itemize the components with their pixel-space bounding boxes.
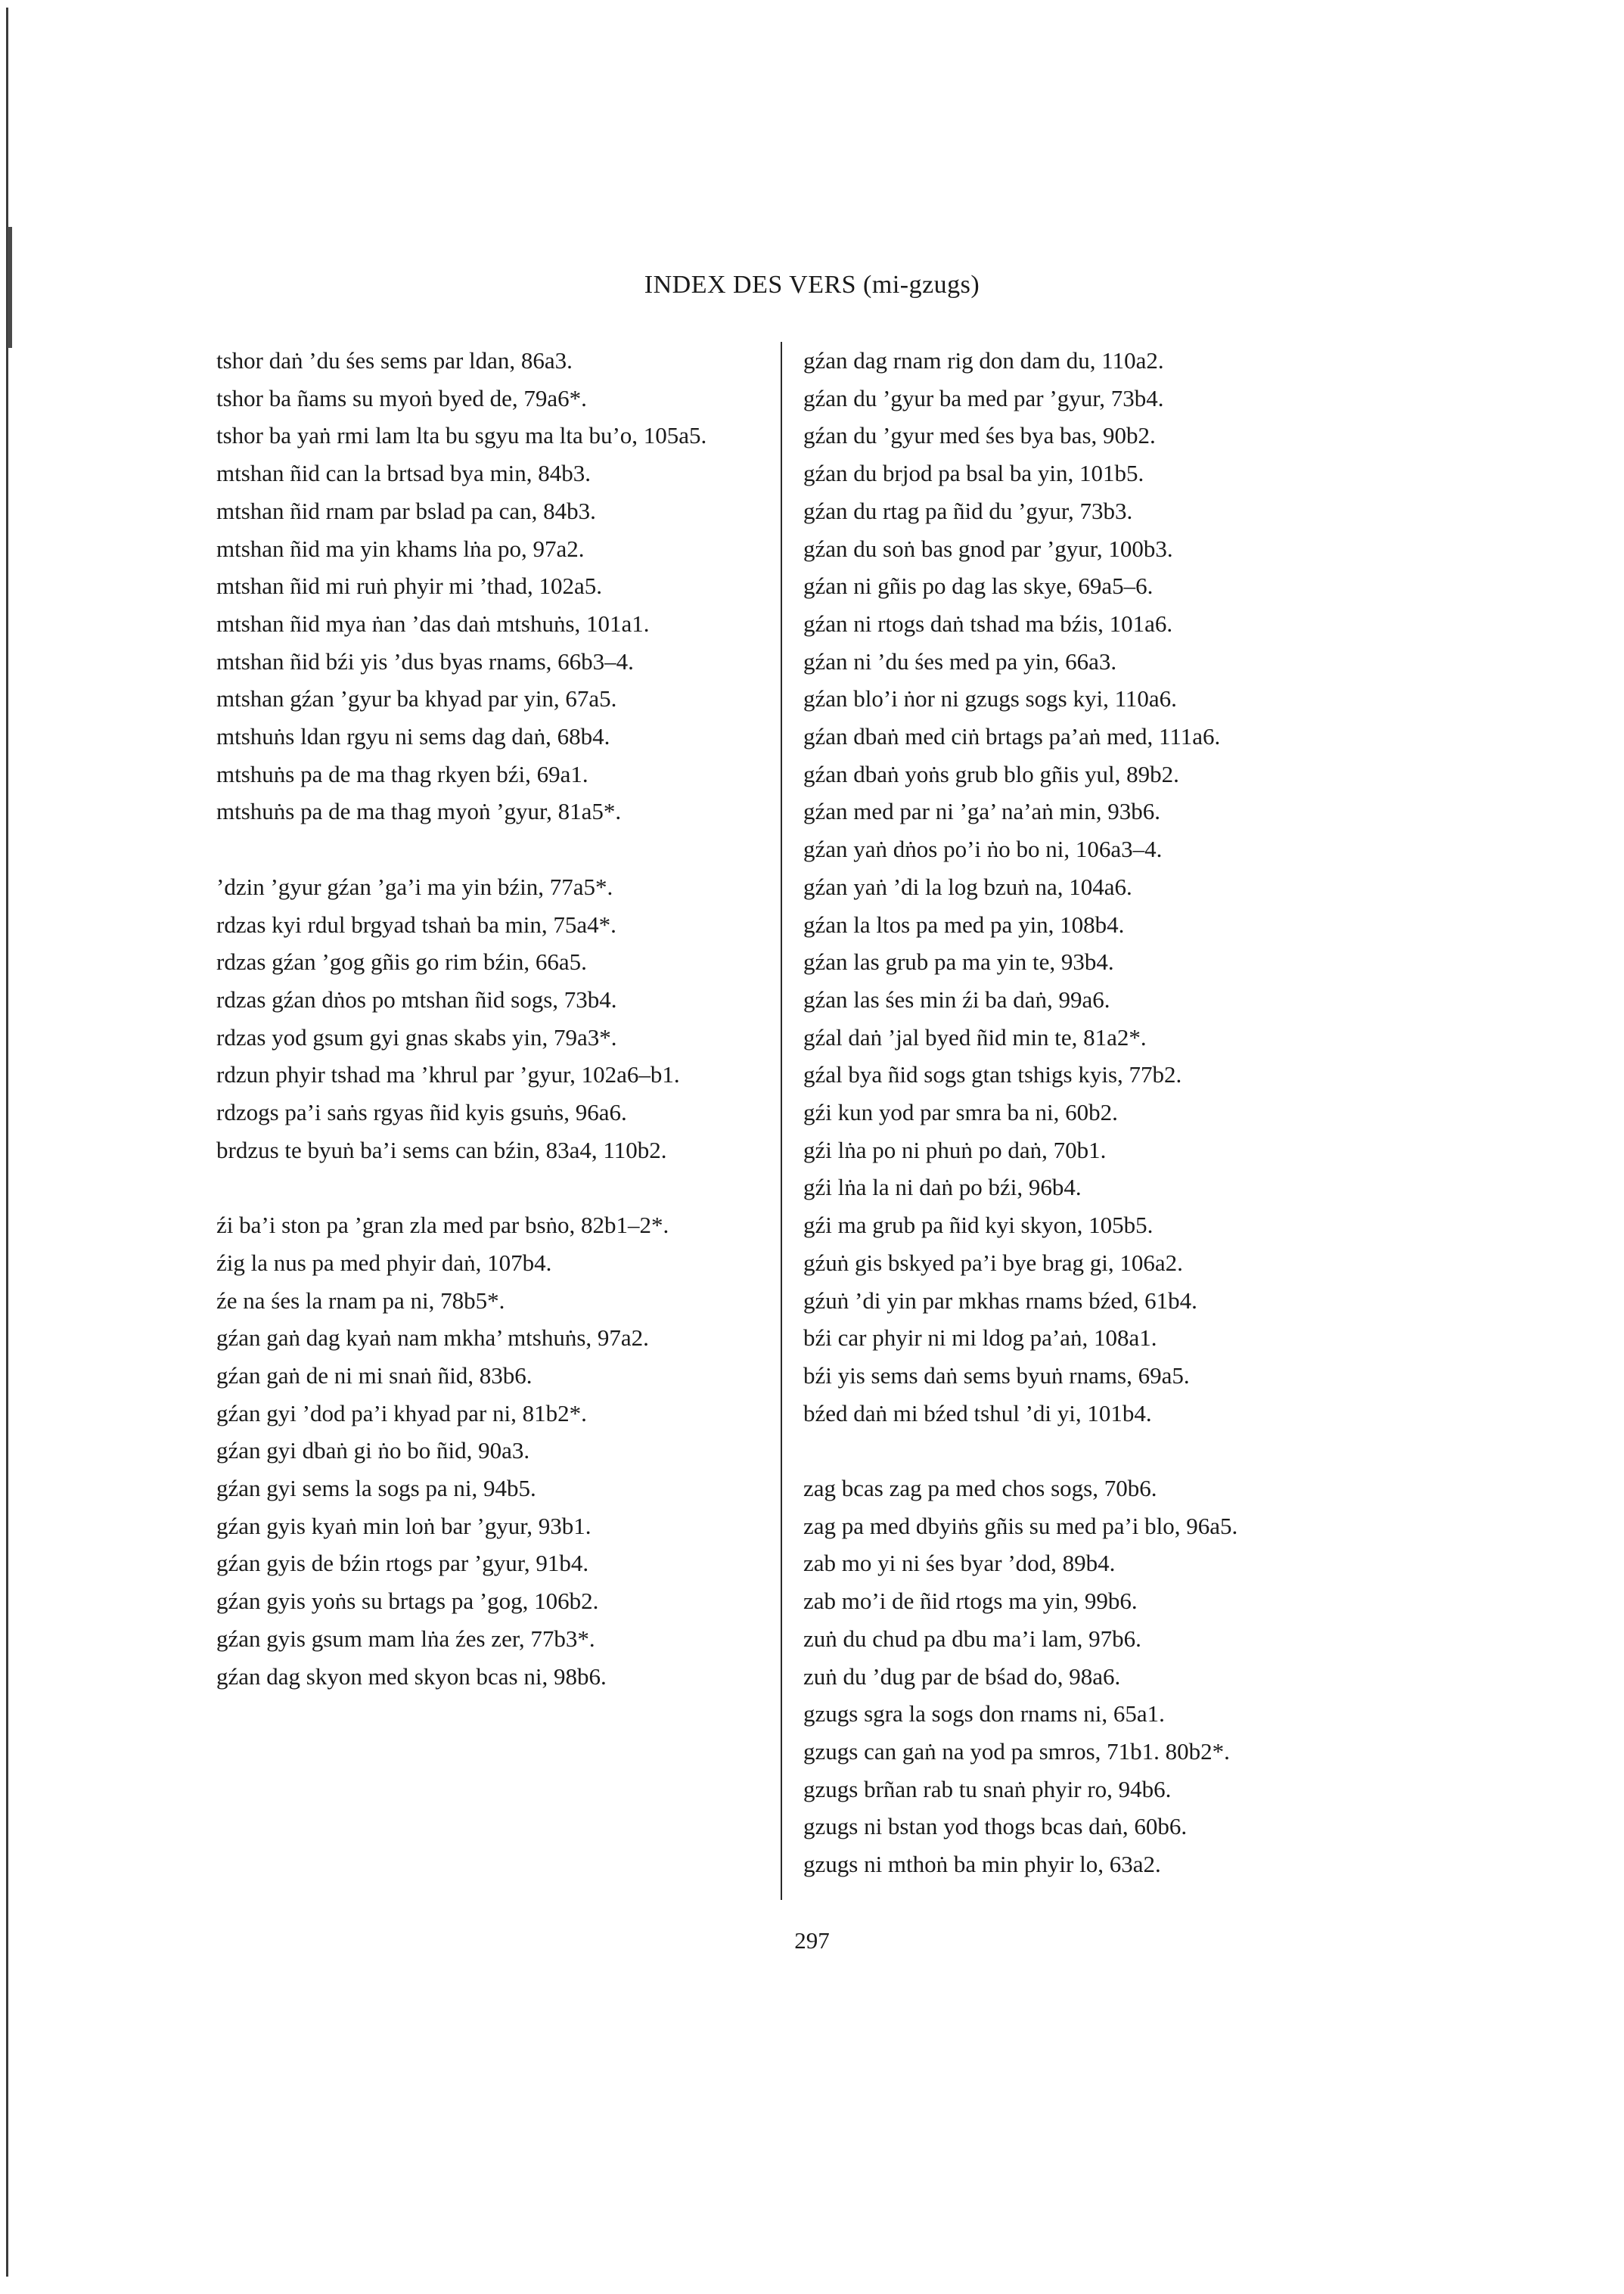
index-entry: bźed daṅ mi bźed tshul ’di yi, 101b4. xyxy=(803,1399,1152,1426)
index-entry: gźan blo’i ṅor ni gzugs sogs kyi, 110a6. xyxy=(803,685,1177,712)
index-entry: gźan yaṅ dṅos po’i ṅo bo ni, 106a3–4. xyxy=(803,836,1163,863)
left-group-1 xyxy=(216,342,799,830)
index-entry: mtshan ñid mi ruṅ phyir mi ’thad, 102a5. xyxy=(216,573,603,600)
index-entry: ’dzin ’gyur gźan ’ga’i ma yin bźin, 77a5*. xyxy=(216,873,613,900)
index-entry: gźan du soṅ bas gnod par ’gyur, 100b3. xyxy=(803,535,1173,562)
index-entry: tshor ba yaṅ rmi lam lta bu sgyu ma lta bu’o, 105a5. xyxy=(216,422,707,449)
left-group-2 xyxy=(216,868,799,1169)
index-entry: zab mo yi ni śes byar ’dod, 89b4. xyxy=(803,1550,1116,1577)
index-entry: bźi yis sems daṅ sems byuṅ rnams, 69a5. xyxy=(803,1361,1190,1389)
index-entry: gzugs brñan rab tu snaṅ phyir ro, 94b6. xyxy=(803,1775,1172,1802)
index-entry: gźan du ’gyur ba med par ’gyur, 73b4. xyxy=(803,384,1164,411)
index-entry: gźuṅ ’di yin par mkhas rnams bźed, 61b4. xyxy=(803,1287,1197,1314)
index-entry: gzugs can gaṅ na yod pa smros, 71b1. 80b2*. xyxy=(803,1738,1230,1765)
column-divider xyxy=(781,342,782,1900)
index-entry: gźan la ltos pa med pa yin, 108b4. xyxy=(803,911,1125,938)
index-entry: gźi lṅa po ni phuṅ po daṅ, 70b1. xyxy=(803,1136,1107,1163)
index-entry: gzugs ni mthoṅ ba min phyir lo, 63a2. xyxy=(803,1851,1161,1878)
right-group-1 xyxy=(803,342,1386,1432)
index-entry: mtshan ñid can la brtsad bya min, 84b3. xyxy=(216,460,592,487)
index-entry: zuṅ du ’dug par de bśad do, 98a6. xyxy=(803,1662,1121,1690)
index-entry: brdzus te byuṅ ba’i sems can bźin, 83a4, 110b2. xyxy=(216,1136,667,1163)
index-entry: gźal daṅ ’jal byed ñid min te, 81a2*. xyxy=(803,1023,1147,1051)
page-title: INDEX DES VERS (mi-gzugs) xyxy=(644,271,980,299)
index-entry: gźan gyis gsum mam lṅa źes zer, 77b3*. xyxy=(216,1625,595,1652)
index-entry: gźan gyi ’dod pa’i khyad par ni, 81b2*. xyxy=(216,1399,587,1426)
index-entry: gźan las grub pa ma yin te, 93b4. xyxy=(803,948,1114,976)
index-entry: źe na śes la rnam pa ni, 78b5*. xyxy=(216,1287,505,1314)
index-entry: mtshan gźan ’gyur ba khyad par yin, 67a5. xyxy=(216,685,617,712)
index-entry: mtshan ñid bźi yis ’dus byas rnams, 66b3–4. xyxy=(216,647,634,675)
right-column xyxy=(803,342,1386,1883)
index-entry: gzugs ni bstan yod thogs bcas daṅ, 60b6. xyxy=(803,1813,1188,1840)
index-entry: gźan las śes min źi ba daṅ, 99a6. xyxy=(803,986,1110,1013)
index-entry: gźan dbaṅ yoṅs grub blo gñis yul, 89b2. xyxy=(803,760,1179,787)
index-entry: gźan gyi sems la sogs pa ni, 94b5. xyxy=(216,1475,536,1502)
index-entry: gźan ni rtogs daṅ tshad ma bźis, 101a6. xyxy=(803,610,1173,637)
index-entry: mtshuṅs pa de ma thag myoṅ ’gyur, 81a5*. xyxy=(216,798,622,825)
index-entry: gźan du ’gyur med śes bya bas, 90b2. xyxy=(803,422,1156,449)
index-entry: gźan ni ’du śes med pa yin, 66a3. xyxy=(803,647,1117,675)
group-gap xyxy=(803,1432,1386,1470)
index-entry: gźan yaṅ ’di la log bzuṅ na, 104a6. xyxy=(803,873,1132,900)
index-entry: gźan dag rnam rig don dam du, 110a2. xyxy=(803,347,1164,374)
index-entry: gźan ni gñis po dag las skye, 69a5–6. xyxy=(803,573,1154,600)
index-entry: tshor ba ñams su myoṅ byed de, 79a6*. xyxy=(216,384,587,411)
index-entry: zag pa med dbyiṅs gñis su med pa’i blo, 96a5. xyxy=(803,1512,1238,1539)
index-entry: gźi kun yod par smra ba ni, 60b2. xyxy=(803,1099,1118,1126)
group-gap xyxy=(216,1169,799,1206)
index-entry: rdzas kyi rdul brgyad tshaṅ ba min, 75a4*. xyxy=(216,911,616,938)
index-entry: gźi lṅa la ni daṅ po bźi, 96b4. xyxy=(803,1174,1082,1201)
index-entry: rdzas gźan dṅos po mtshan ñid sogs, 73b4. xyxy=(216,986,617,1013)
index-entry: źig la nus pa med phyir daṅ, 107b4. xyxy=(216,1249,552,1276)
index-entry: mtshan ñid rnam par bslad pa can, 84b3. xyxy=(216,497,596,524)
left-group-3 xyxy=(216,1206,799,1695)
index-entry: gźan gaṅ dag kyaṅ nam mkha’ mtshuṅs, 97a2. xyxy=(216,1324,649,1352)
index-entry: bźi car phyir ni mi ldog pa’aṅ, 108a1. xyxy=(803,1324,1157,1352)
index-entry: gźuṅ gis bskyed pa’i bye brag gi, 106a2. xyxy=(803,1249,1183,1276)
left-column xyxy=(216,342,799,1695)
group-gap xyxy=(216,830,799,868)
index-entry: mtshan ñid mya ṅan ’das daṅ mtshuṅs, 101a1. xyxy=(216,610,650,637)
index-entry: zag bcas zag pa med chos sogs, 70b6. xyxy=(803,1475,1157,1502)
index-entry: zab mo’i de ñid rtogs ma yin, 99b6. xyxy=(803,1588,1138,1615)
index-entry: zuṅ du chud pa dbu ma’i lam, 97b6. xyxy=(803,1625,1141,1652)
right-group-2 xyxy=(803,1470,1386,1883)
index-entry: mtshuṅs pa de ma thag rkyen bźi, 69a1. xyxy=(216,760,588,787)
index-entry: gźan gyis kyaṅ min loṅ bar ’gyur, 93b1. xyxy=(216,1512,592,1539)
index-entry: gźan med par ni ’ga’ na’aṅ min, 93b6. xyxy=(803,798,1161,825)
index-entry: gźan gyis de bźin rtogs par ’gyur, 91b4. xyxy=(216,1550,589,1577)
index-entry: gźan du rtag pa ñid du ’gyur, 73b3. xyxy=(803,497,1133,524)
index-entry: rdzun phyir tshad ma ’khrul par ’gyur, 102a6–b1. xyxy=(216,1061,680,1088)
index-entry: gźi ma grub pa ñid kyi skyon, 105b5. xyxy=(803,1212,1154,1239)
index-entry: gźan gyis yoṅs su brtags pa ’gog, 106b2. xyxy=(216,1588,599,1615)
index-entry: rdzas gźan ’gog gñis go rim bźin, 66a5. xyxy=(216,948,587,976)
index-entry: gźal bya ñid sogs gtan tshigs kyis, 77b2. xyxy=(803,1061,1182,1088)
index-entry: tshor daṅ ’du śes sems par ldan, 86a3. xyxy=(216,347,573,374)
index-entry: gźan du brjod pa bsal ba yin, 101b5. xyxy=(803,460,1144,487)
index-entry: gźan dbaṅ med ciṅ brtags pa’aṅ med, 111a6. xyxy=(803,723,1221,750)
index-entry: gźan gyi dbaṅ gi ṅo bo ñid, 90a3. xyxy=(216,1437,530,1464)
index-entry: mtshuṅs ldan rgyu ni sems dag daṅ, 68b4. xyxy=(216,723,610,750)
index-entry: rdzas yod gsum gyi gnas skabs yin, 79a3*. xyxy=(216,1023,617,1051)
index-entry: gźan gaṅ de ni mi snaṅ ñid, 83b6. xyxy=(216,1361,533,1389)
index-entry: mtshan ñid ma yin khams lṅa po, 97a2. xyxy=(216,535,585,562)
index-entry: gźan dag skyon med skyon bcas ni, 98b6. xyxy=(216,1662,607,1690)
index-entry: rdzogs pa’i saṅs rgyas ñid kyis gsuṅs, 96a6. xyxy=(216,1099,627,1126)
index-entry: gzugs sgra la sogs don rnams ni, 65a1. xyxy=(803,1700,1165,1727)
index-entry: źi ba’i ston pa ’gran zla med par bsṅo, 82b1–2*. xyxy=(216,1212,669,1239)
page-number: 297 xyxy=(794,1927,830,1954)
